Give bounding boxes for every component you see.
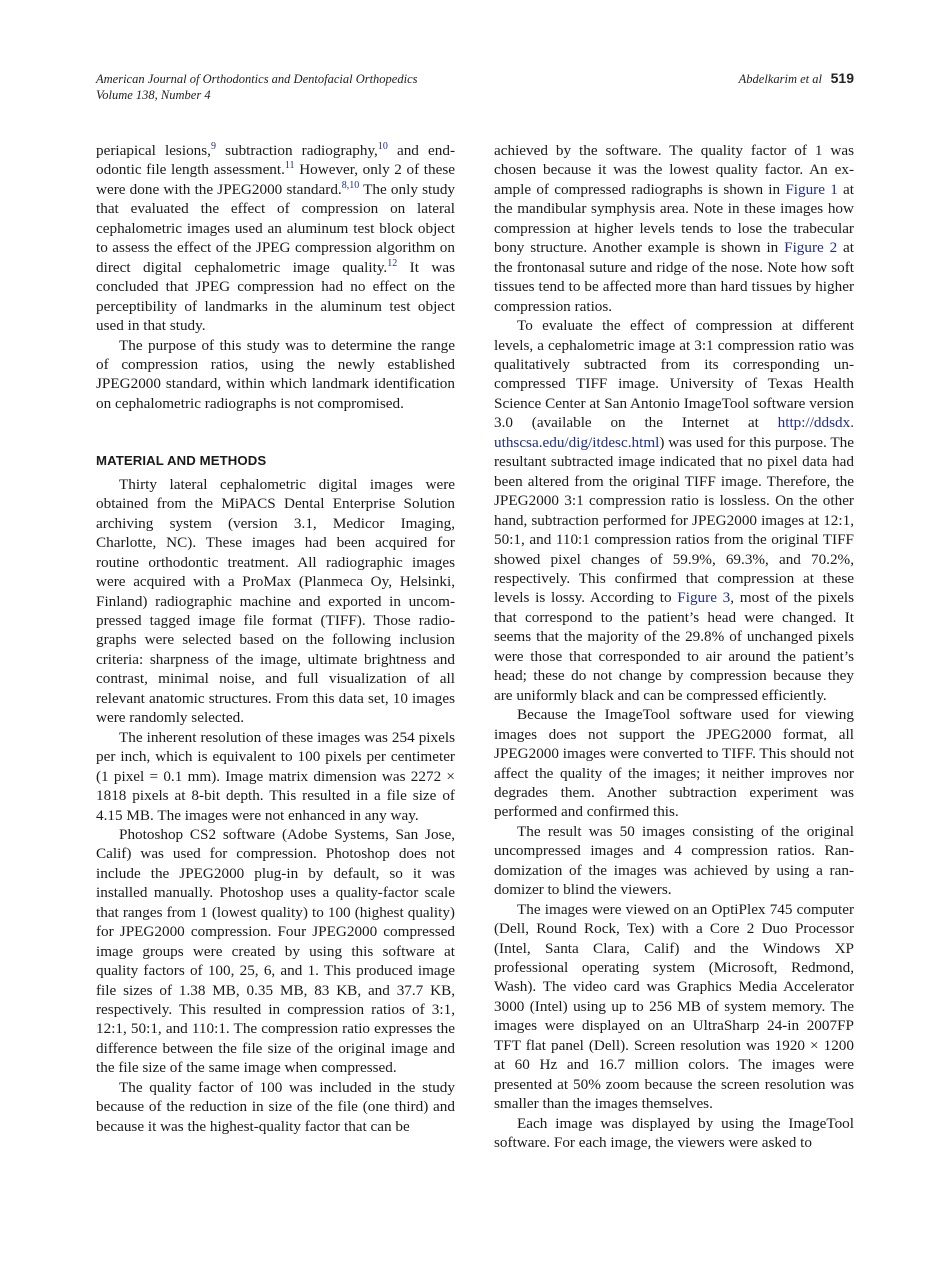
text-run: at the mandibular symphysis area. Note in these images how compression at higher levels tends to lose the trabecular bony structure. Another example is shown in bbox=[494, 180, 854, 257]
text-run: periapical lesions, bbox=[96, 142, 211, 159]
paragraph bbox=[96, 141, 455, 336]
figure-1-link[interactable]: Figure 1 bbox=[785, 180, 838, 198]
text-run: The only study that evaluated the effect of compression on lateral cephalometric images used an aluminum test block object to assess the effect of the JPEG compression algorithm on direct digital cephalometric image quality. bbox=[96, 180, 456, 276]
text-run: and endodontic file length assessment. bbox=[96, 142, 455, 179]
paragraph bbox=[494, 141, 854, 316]
paragraph: Photoshop CS2 software (Adobe Systems, San Jose, Calif) was used for compression. Photoshop does not include the JPEG2000 plug-in by default, so it was installed manually. Photoshop uses a quality-factor scale that ranges from 1 (lowest quality) to 100 (highest quality) for JPEG2000 compression. Four JPEG2000 compressed image groups were created by using this software at quality factors of 100, 25, 6, and 1. This produced image file sizes of 1.38 MB, 0.35 MB, 83 KB, and 37.7 KB, respectively. This resulted in compression ratios of 3:1, 12:1, 50:1, and 110:1. The compression ratio expresses the difference between the file size of the original image and the file size of the same image when compressed. bbox=[96, 825, 455, 1077]
paragraph bbox=[494, 316, 854, 705]
paragraph: The inherent resolution of these images was 254 pixels per inch, which is equivalent to 100 pixels per centimeter (1 pixel = 0.1 mm). Image matrix dimension was 2272 × 1818 pixels at 8-bit depth. This resulted in a file size of 4.15 MB. The images were not enhanced in any way. bbox=[96, 728, 455, 824]
paragraph: Thirty lateral cephalometric digital images were obtained from the MiPACS Dental Enterprise Solution archiving system (version 3.1, Medicor Imaging, Charlotte, NC). These images had been acquired for routine orthodontic treatment. All radiographic images were acquired with a ProMax (Planmeca Oy, Helsinki, Finland) radiographic machine and exported in uncompressed tagged image file format (TIFF). Those radiographs were selected based on the following inclusion criteria: sharpness of the image, ultimate brightness and contrast, minimal noise, and full visualization of all relevant anatomic structures. From this data set, 10 images were randomly selected. bbox=[96, 475, 455, 727]
paragraph: Each image was displayed by using the ImageTool software. For each image, the viewers were asked to bbox=[494, 1114, 854, 1152]
left-column bbox=[96, 141, 455, 1136]
text-run: It was concluded that JPEG compression had no effect on the perceptibility of landmarks in the aluminum test object used in that study. bbox=[96, 258, 455, 335]
reference-link[interactable]: 8,10 bbox=[341, 179, 360, 191]
paragraph: The images were viewed on an OptiPlex 745 computer (Dell, Round Rock, Tex) with a Core 2 Duo Processor (Intel, Santa Clara, Calif) and the Windows XP professional operating system (Microsoft, Redmond, Wash). The video card was Graphics Media Accelerator 3000 (Intel) using up to 256 MB of system memory. The images were displayed on an UltraSharp 24-in 2007FP TFT flat panel (Dell). Screen resolution was 1920 × 1200 at 60 Hz and 16.7 million colors. The images were presented at 50% zoom because the screen resolution was smaller than the images themselves. bbox=[494, 900, 854, 1113]
text-run: However, only 2 of these were done with the JPEG2000 standard. bbox=[96, 161, 455, 198]
journal-title: American Journal of Orthodontics and Dentofacial Orthopedics bbox=[96, 72, 418, 86]
reference-link[interactable]: 10 bbox=[377, 141, 388, 152]
text-run: at the frontonasal suture and ridge of the nose. Note how soft tissues tend to be affected more than hard tissues by higher compression ratios. bbox=[494, 239, 855, 315]
paragraph: Because the ImageTool software used for viewing images does not support the JPEG2000 format, all JPEG2000 images were converted to TIFF. This should not affect the quality of the images; it neither improves nor degrades them. Another subtraction experiment was performed and confirmed this. bbox=[494, 706, 854, 821]
paragraph: The purpose of this study was to determine the range of compression ratios, using the newly established JPEG2000 standard, within which landmark identification on cephalometric radiographs is not compromised. bbox=[96, 336, 455, 412]
page-number: 519 bbox=[830, 70, 854, 86]
text-run: ) was used for this purpose. The resultant subtracted image indicated that no pixel data had been altered from the original TIFF image. Therefore, the JPEG2000 3:1 compression ratio is lossless. On the other hand, subtraction performed for JPEG2000 images at 12:1, 50:1, and 110:1 compression ratios from the original TIFF showed pixel changes of 59.9%, 69.3%, and 70.2%, respectively. This confirmed that compression at these levels is lossy. According to bbox=[494, 433, 854, 607]
right-column bbox=[494, 141, 854, 1153]
figure-2-link[interactable]: Figure 2 bbox=[784, 239, 838, 257]
section-heading: MATERIAL AND METHODS bbox=[96, 453, 267, 469]
text-run: To evaluate the effect of compression at different levels, a cephalometric image at 3:1 compression ratio was qualitatively subtracted from its corresponding uncompressed TIFF image. University of Texas Health Science Center at San Antonio ImageTool software version 3.0 (available on the Internet at bbox=[494, 317, 854, 432]
text-run: subtraction radiography, bbox=[215, 142, 378, 159]
reference-link[interactable]: 9 bbox=[210, 141, 216, 152]
reference-link[interactable]: 11 bbox=[284, 160, 295, 172]
text-run: achieved by the software. The quality factor of 1 was chosen because it was the lowest quality factor. An example of compressed radiographs is shown in bbox=[494, 142, 854, 198]
paragraph: The result was 50 images consisting of the original uncompressed images and 4 compression ratios. Randomization of the images was achieved by using a randomizer to blind the viewers. bbox=[494, 822, 854, 899]
imagetool-url-link[interactable]: http://ddsdx.​uthscsa.edu/dig/itdesc.html bbox=[494, 414, 854, 451]
paragraph: The quality factor of 100 was included in the study because of the reduction in size of the file (one third) and because it was the highest-quality factor that can be bbox=[96, 1078, 455, 1135]
volume-issue: Volume 138, Number 4 bbox=[96, 88, 211, 102]
reference-link[interactable]: 12 bbox=[387, 257, 398, 269]
text-run: , most of the pixels that correspond to the patient’s head were changed. It seems that the majority of the 29.8% of unchanged pixels were those that corresponded to air around the patient’s head; these do not change by compression because they are uniformly black and can be compressed efficiently. bbox=[494, 589, 854, 704]
running-head-authors: Abdelkarim et al bbox=[738, 72, 822, 86]
figure-3-link[interactable]: Figure 3 bbox=[677, 589, 731, 607]
